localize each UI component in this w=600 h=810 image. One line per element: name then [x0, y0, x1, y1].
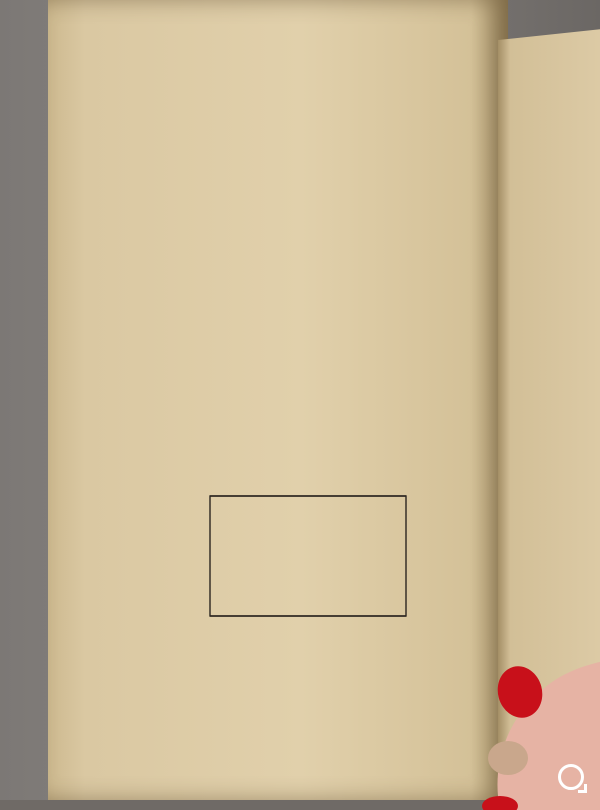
watermark — [558, 764, 588, 790]
magnifier-icon — [558, 764, 584, 790]
fingernail-glitter — [488, 741, 528, 775]
figure-frame — [210, 496, 406, 616]
left-book-page — [48, 0, 508, 800]
ship-schedule-figure — [198, 474, 438, 654]
